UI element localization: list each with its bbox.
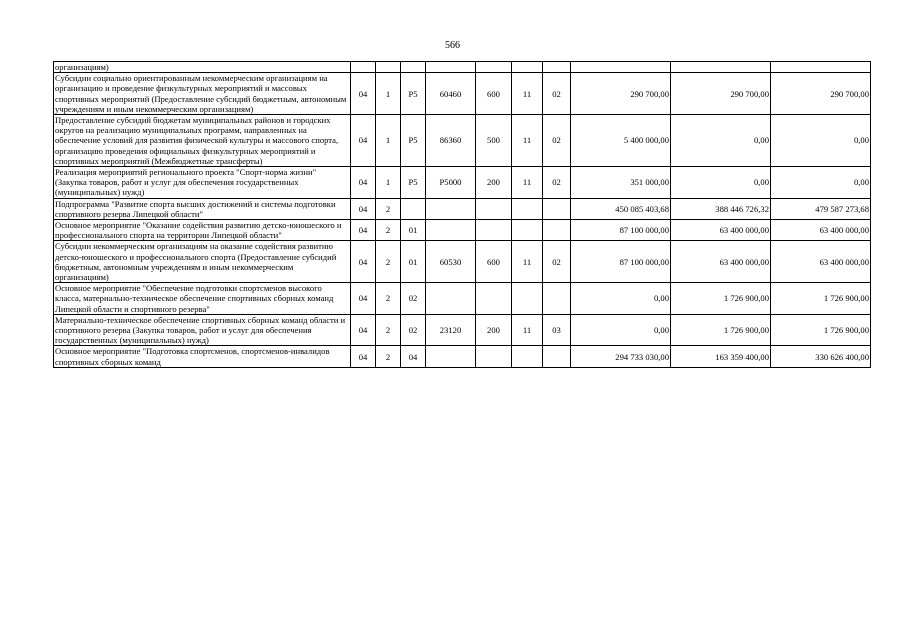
code-cell: P5 bbox=[401, 167, 426, 199]
amount-cell: 1 726 900,00 bbox=[771, 283, 871, 315]
code-cell: 1 bbox=[376, 73, 401, 115]
code-cell: 23120 bbox=[426, 314, 476, 346]
row-name-cell: Субсидии социально ориентированным некоммерческим организациям на организацию и проведение физкультурных мероприятий и массовых спортивных мероприятий (Предоставление субсидий бюджетным, автономным учреждениям и иным некоммерческим организациям) bbox=[54, 73, 351, 115]
code-cell: 02 bbox=[543, 241, 571, 283]
code-cell bbox=[512, 346, 543, 367]
code-cell: 01 bbox=[401, 220, 426, 241]
code-cell bbox=[543, 220, 571, 241]
code-cell bbox=[426, 346, 476, 367]
row-name-cell: Подпрограмма "Развитие спорта высших достижений и системы подготовки спортивного резерва Липецкой области" bbox=[54, 198, 351, 219]
row-name-cell: Материально-техническое обеспечение спортивных сборных команд области и спортивного резерва (Закупка товаров, работ и услуг для обеспечения государственных (муниципальных) нужд) bbox=[54, 314, 351, 346]
amount-cell: 290 700,00 bbox=[771, 73, 871, 115]
amount-cell: 87 100 000,00 bbox=[571, 220, 671, 241]
amount-cell: 290 700,00 bbox=[671, 73, 771, 115]
code-cell: P5000 bbox=[426, 167, 476, 199]
amount-cell: 479 587 273,68 bbox=[771, 198, 871, 219]
code-cell: 02 bbox=[543, 115, 571, 167]
row-name-cell: Предоставление субсидий бюджетам муниципальных районов и городских округов на реализацию муниципальных программ, направленных на обеспечение условий для развития физической культуры и массового спорта, организацию проведения официальных физкультурных мероприятий и спортивных мероприятий (Межбюджетные трансферты) bbox=[54, 115, 351, 167]
code-cell bbox=[476, 346, 512, 367]
table-row bbox=[54, 314, 871, 346]
amount-cell: 63 400 000,00 bbox=[671, 220, 771, 241]
table-row bbox=[54, 73, 871, 115]
amount-cell: 5 400 000,00 bbox=[571, 115, 671, 167]
code-cell: 01 bbox=[401, 241, 426, 283]
amount-cell: 0,00 bbox=[571, 283, 671, 315]
code-cell bbox=[543, 283, 571, 315]
code-cell: P5 bbox=[401, 115, 426, 167]
table-row bbox=[54, 241, 871, 283]
amount-cell: 351 000,00 bbox=[571, 167, 671, 199]
code-cell: 2 bbox=[376, 283, 401, 315]
code-cell bbox=[426, 62, 476, 73]
amount-cell: 163 359 400,00 bbox=[671, 346, 771, 367]
code-cell bbox=[543, 346, 571, 367]
code-cell bbox=[512, 283, 543, 315]
amount-cell: 388 446 726,32 bbox=[671, 198, 771, 219]
code-cell: 02 bbox=[401, 283, 426, 315]
code-cell: 03 bbox=[543, 314, 571, 346]
table-row bbox=[54, 346, 871, 367]
code-cell: 2 bbox=[376, 198, 401, 219]
code-cell: 04 bbox=[351, 283, 376, 315]
row-name-cell: Основное мероприятие "Подготовка спортсменов, спортсменов-инвалидов спортивных сборных команд bbox=[54, 346, 351, 367]
code-cell bbox=[376, 62, 401, 73]
amount-cell: 63 400 000,00 bbox=[771, 220, 871, 241]
table-row bbox=[54, 220, 871, 241]
amount-cell: 87 100 000,00 bbox=[571, 241, 671, 283]
code-cell: 04 bbox=[351, 346, 376, 367]
code-cell: 60530 bbox=[426, 241, 476, 283]
page-number: 566 bbox=[445, 40, 460, 51]
code-cell: 02 bbox=[543, 167, 571, 199]
amount-cell: 63 400 000,00 bbox=[771, 241, 871, 283]
row-name-cell: Реализация мероприятий регионального проекта "Спорт-норма жизни" (Закупка товаров, работ и услуг для обеспечения государственных (муниципальных) нужд) bbox=[54, 167, 351, 199]
code-cell: 60460 bbox=[426, 73, 476, 115]
code-cell bbox=[476, 198, 512, 219]
code-cell: 04 bbox=[401, 346, 426, 367]
code-cell: 04 bbox=[351, 167, 376, 199]
table-row bbox=[54, 62, 871, 73]
code-cell bbox=[512, 62, 543, 73]
code-cell: 600 bbox=[476, 241, 512, 283]
code-cell bbox=[426, 283, 476, 315]
amount-cell bbox=[571, 62, 671, 73]
amount-cell: 294 733 030,00 bbox=[571, 346, 671, 367]
code-cell: 04 bbox=[351, 198, 376, 219]
code-cell: 2 bbox=[376, 220, 401, 241]
amount-cell bbox=[771, 62, 871, 73]
amount-cell: 1 726 900,00 bbox=[771, 314, 871, 346]
code-cell bbox=[543, 62, 571, 73]
amount-cell: 0,00 bbox=[571, 314, 671, 346]
code-cell bbox=[401, 62, 426, 73]
code-cell: 04 bbox=[351, 115, 376, 167]
amount-cell: 0,00 bbox=[671, 167, 771, 199]
code-cell: 200 bbox=[476, 314, 512, 346]
code-cell: 02 bbox=[543, 73, 571, 115]
code-cell: 04 bbox=[351, 73, 376, 115]
code-cell bbox=[512, 220, 543, 241]
code-cell: 04 bbox=[351, 241, 376, 283]
table-row bbox=[54, 115, 871, 167]
amount-cell: 1 726 900,00 bbox=[671, 283, 771, 315]
code-cell: 2 bbox=[376, 314, 401, 346]
code-cell bbox=[512, 198, 543, 219]
code-cell bbox=[426, 198, 476, 219]
code-cell: 02 bbox=[401, 314, 426, 346]
table-row bbox=[54, 167, 871, 199]
code-cell: 11 bbox=[512, 73, 543, 115]
code-cell bbox=[426, 220, 476, 241]
code-cell bbox=[476, 220, 512, 241]
code-cell: 04 bbox=[351, 314, 376, 346]
code-cell: 11 bbox=[512, 241, 543, 283]
amount-cell: 63 400 000,00 bbox=[671, 241, 771, 283]
amount-cell: 290 700,00 bbox=[571, 73, 671, 115]
code-cell: 600 bbox=[476, 73, 512, 115]
code-cell bbox=[351, 62, 376, 73]
code-cell: 2 bbox=[376, 241, 401, 283]
row-name-cell: Субсидии некоммерческим организациям на оказание содействия развитию детско-юношеского и профессионального спорта (Предоставление субсидий бюджетным, автономным учреждениям и иным некоммерческим организациям) bbox=[54, 241, 351, 283]
code-cell: 1 bbox=[376, 115, 401, 167]
code-cell bbox=[476, 283, 512, 315]
code-cell: P5 bbox=[401, 73, 426, 115]
amount-cell: 0,00 bbox=[771, 167, 871, 199]
code-cell: 2 bbox=[376, 346, 401, 367]
amount-cell bbox=[671, 62, 771, 73]
amount-cell: 450 085 403,68 bbox=[571, 198, 671, 219]
amount-cell: 330 626 400,00 bbox=[771, 346, 871, 367]
row-name-cell: организациям) bbox=[54, 62, 351, 73]
code-cell: 200 bbox=[476, 167, 512, 199]
code-cell: 11 bbox=[512, 115, 543, 167]
table-row bbox=[54, 198, 871, 219]
code-cell bbox=[476, 62, 512, 73]
amount-cell: 0,00 bbox=[771, 115, 871, 167]
code-cell: 11 bbox=[512, 167, 543, 199]
code-cell bbox=[401, 198, 426, 219]
code-cell: 04 bbox=[351, 220, 376, 241]
code-cell: 1 bbox=[376, 167, 401, 199]
amount-cell: 0,00 bbox=[671, 115, 771, 167]
budget-table bbox=[53, 61, 871, 368]
table-row bbox=[54, 283, 871, 315]
code-cell: 11 bbox=[512, 314, 543, 346]
code-cell: 86360 bbox=[426, 115, 476, 167]
row-name-cell: Основное мероприятие "Обеспечение подготовки спортсменов высокого класса, материально-техническое обеспечение спортивных сборных команд Липецкой области и спортивного резерва" bbox=[54, 283, 351, 315]
code-cell: 500 bbox=[476, 115, 512, 167]
code-cell bbox=[543, 198, 571, 219]
amount-cell: 1 726 900,00 bbox=[671, 314, 771, 346]
row-name-cell: Основное мероприятие "Оказание содействия развитию детско-юношеского и профессионального спорта на территории Липецкой области" bbox=[54, 220, 351, 241]
